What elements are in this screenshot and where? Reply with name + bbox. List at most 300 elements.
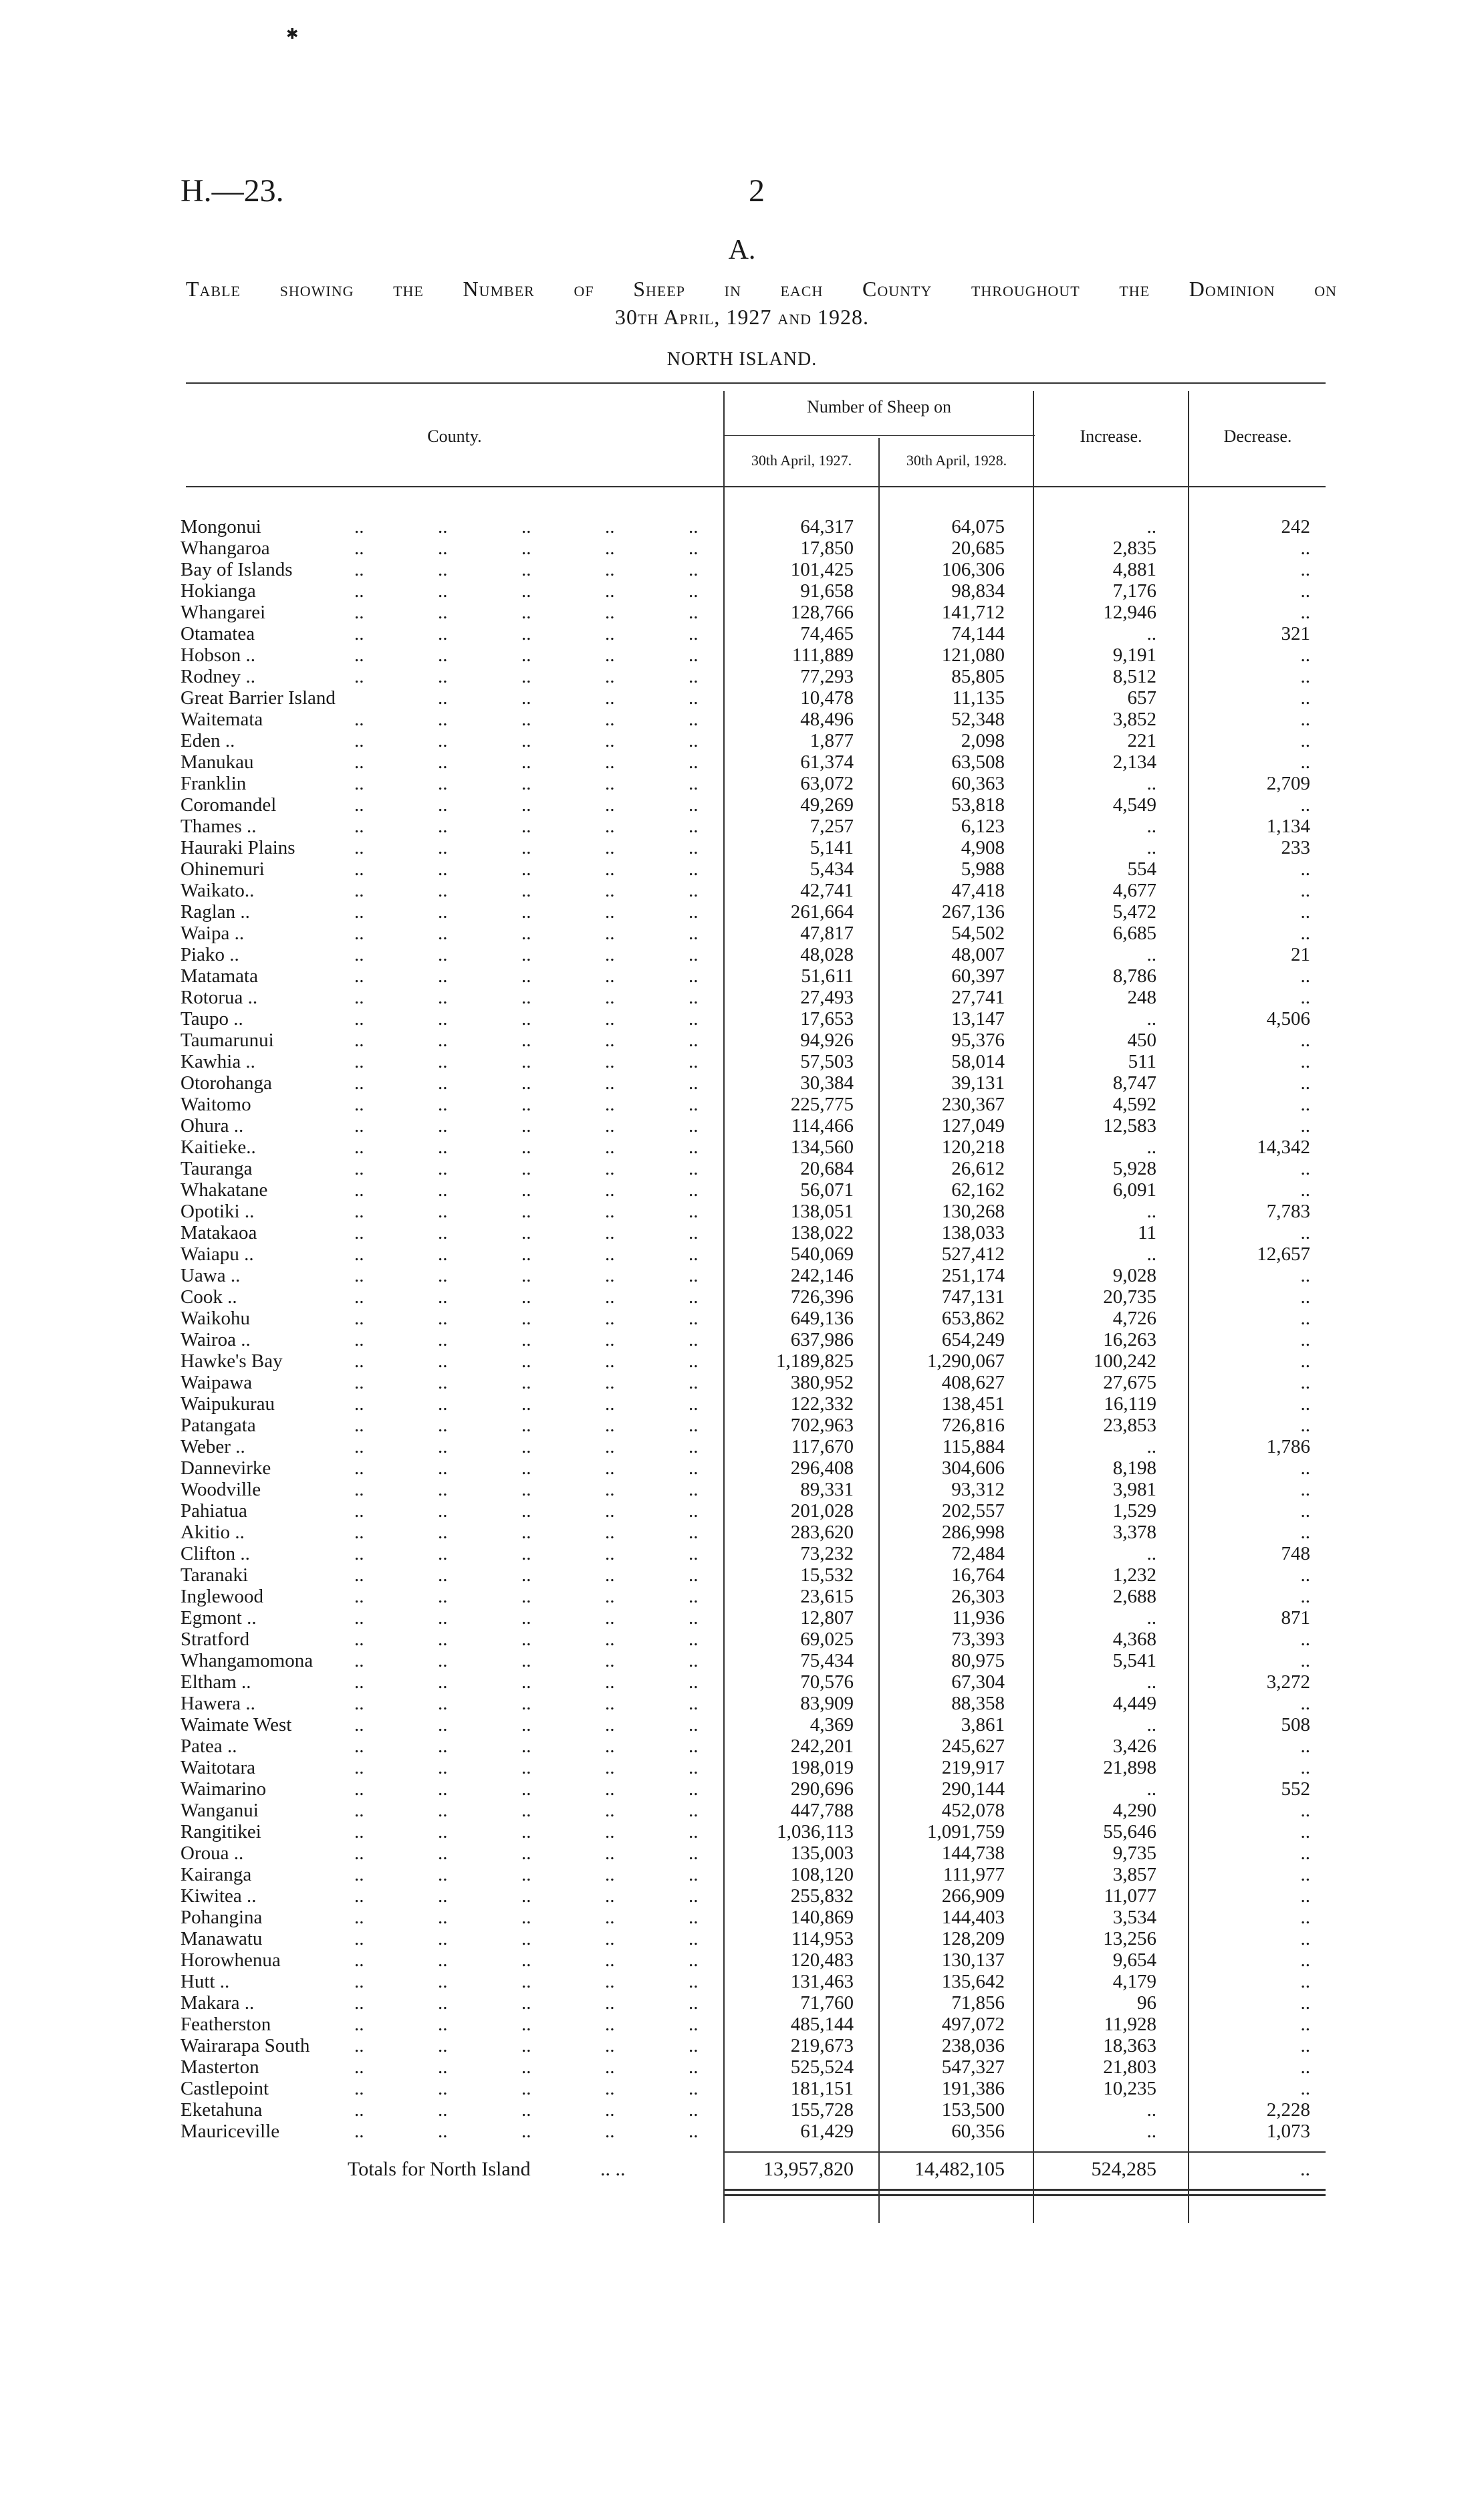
- table-row: [0, 1222, 1484, 1243]
- leader-dot: ..: [605, 1522, 615, 1543]
- leader-dot: ..: [605, 1372, 615, 1393]
- sheep-1928: 290,144: [941, 1778, 1005, 1800]
- county-name: Waikohu: [180, 1308, 250, 1329]
- county-name: Mauriceville: [180, 2121, 280, 2142]
- leader-dot: ..: [605, 1137, 615, 1158]
- table-row: [0, 2121, 1484, 2142]
- table-row: [0, 2014, 1484, 2035]
- table-row: [0, 1800, 1484, 1821]
- leader-dot: ..: [438, 1693, 448, 1714]
- leader-dot: ..: [521, 1286, 531, 1308]
- increase-value: 11,077: [1104, 1885, 1156, 1907]
- county-name: Raglan ..: [180, 901, 250, 923]
- sheep-1927: 485,144: [790, 2014, 854, 2035]
- leader-dot: ..: [689, 1137, 699, 1158]
- county-name: Castlepoint: [180, 2078, 269, 2099]
- decrease-value: ..: [1300, 751, 1310, 773]
- leader-dot: ..: [438, 1650, 448, 1671]
- county-name: Ohura ..: [180, 1115, 244, 1137]
- sheep-1927: 181,151: [790, 2078, 854, 2099]
- leader-dot: ..: [605, 1051, 615, 1072]
- leader-dot: ..: [605, 901, 615, 923]
- sheep-1927: 242,201: [790, 1736, 854, 1757]
- leader-dot: ..: [521, 1757, 531, 1778]
- leader-dot: ..: [521, 1564, 531, 1586]
- increase-value: 5,541: [1112, 1650, 1156, 1671]
- table-row: [0, 1607, 1484, 1629]
- sheep-1928: 74,144: [951, 623, 1005, 644]
- county-name: Whangaroa: [180, 538, 270, 559]
- sheep-1927: 23,615: [800, 1586, 854, 1607]
- sheep-1927: 702,963: [790, 1415, 854, 1436]
- leader-dot: ..: [521, 837, 531, 858]
- leader-dot: ..: [689, 1201, 699, 1222]
- leader-dot: ..: [605, 1115, 615, 1137]
- leader-dot: ..: [521, 901, 531, 923]
- sheep-1927: 540,069: [790, 1243, 854, 1265]
- leader-dot: ..: [354, 816, 364, 837]
- sheep-1928: 85,805: [951, 666, 1005, 687]
- leader-dot: ..: [438, 1308, 448, 1329]
- county-name: Waikato..: [180, 880, 255, 901]
- sheep-1928: 527,412: [941, 1243, 1005, 1265]
- leader-dot: ..: [689, 1522, 699, 1543]
- leader-dot: ..: [438, 1415, 448, 1436]
- leader-dot: ..: [605, 1949, 615, 1971]
- sheep-1927: 48,028: [800, 944, 854, 965]
- leader-dot: ..: [689, 816, 699, 837]
- county-name: Akitio ..: [180, 1522, 245, 1543]
- leader-dot: ..: [689, 901, 699, 923]
- table-row: [0, 1543, 1484, 1564]
- leader-dot: ..: [689, 1949, 699, 1971]
- increase-value: 4,881: [1112, 559, 1156, 580]
- decrease-value: ..: [1300, 1072, 1310, 1094]
- leader-dot: ..: [521, 1072, 531, 1094]
- increase-value: 9,654: [1112, 1949, 1156, 1971]
- sheep-1927: 63,072: [800, 773, 854, 794]
- county-name: Whangamomona: [180, 1650, 314, 1671]
- increase-value: ..: [1146, 2099, 1156, 2121]
- decrease-value: ..: [1300, 1393, 1310, 1415]
- increase-value: 1,232: [1112, 1564, 1156, 1586]
- leader-dot: ..: [521, 1907, 531, 1928]
- decrease-value: ..: [1300, 880, 1310, 901]
- leader-dot: ..: [438, 1564, 448, 1586]
- leader-dot: ..: [354, 1094, 364, 1115]
- leader-dot: ..: [521, 623, 531, 644]
- leader-dot: ..: [438, 1243, 448, 1265]
- leader-dot: ..: [521, 1650, 531, 1671]
- table-row: [0, 1350, 1484, 1372]
- leader-dot: ..: [521, 1949, 531, 1971]
- county-name: Coromandel: [180, 794, 277, 816]
- leader-dot: ..: [438, 1586, 448, 1607]
- leader-dot: ..: [689, 1243, 699, 1265]
- leader-dot: ..: [521, 751, 531, 773]
- county-name: Franklin: [180, 773, 247, 794]
- leader-dot: ..: [605, 1693, 615, 1714]
- leader-dot: ..: [605, 944, 615, 965]
- sheep-1927: 225,775: [790, 1094, 854, 1115]
- leader-dot: ..: [689, 1607, 699, 1629]
- leader-dot: ..: [605, 1457, 615, 1479]
- leader-dot: ..: [689, 2014, 699, 2035]
- leader-dot: ..: [354, 2035, 364, 2056]
- leader-dot: ..: [605, 1650, 615, 1671]
- leader-dot: ..: [605, 923, 615, 944]
- county-name: Taupo ..: [180, 1008, 243, 1030]
- leader-dot: ..: [689, 2099, 699, 2121]
- table-row: [0, 2056, 1484, 2078]
- leader-dot: ..: [354, 1072, 364, 1094]
- decrease-value: ..: [1300, 1928, 1310, 1949]
- leader-dot: ..: [605, 1030, 615, 1051]
- sheep-1927: 47,817: [800, 923, 854, 944]
- leader-dot: ..: [354, 1350, 364, 1372]
- leader-dot: ..: [605, 2099, 615, 2121]
- leader-dot: ..: [438, 1949, 448, 1971]
- leader-dot: ..: [521, 1457, 531, 1479]
- leader-dot: ..: [521, 1243, 531, 1265]
- sheep-1927: 120,483: [790, 1949, 854, 1971]
- leader-dot: ..: [689, 1736, 699, 1757]
- leader-dot: ..: [605, 1243, 615, 1265]
- decrease-value: ..: [1300, 1842, 1310, 1864]
- sheep-1928: 60,397: [951, 965, 1005, 987]
- leader-dot: ..: [354, 751, 364, 773]
- county-name: Tauranga: [180, 1158, 253, 1179]
- leader-dot: ..: [438, 2099, 448, 2121]
- leader-dot: ..: [605, 644, 615, 666]
- leader-dot: ..: [354, 1543, 364, 1564]
- leader-dot: ..: [354, 1243, 364, 1265]
- county-name: Waitotara: [180, 1757, 255, 1778]
- table-row: [0, 1671, 1484, 1693]
- leader-dot: ..: [605, 2014, 615, 2035]
- table-row: [0, 559, 1484, 580]
- sheep-1928: 26,612: [951, 1158, 1005, 1179]
- leader-dot: ..: [521, 1115, 531, 1137]
- leader-dot: ..: [354, 1928, 364, 1949]
- county-name: Piako ..: [180, 944, 239, 965]
- sheep-1928: 153,500: [941, 2099, 1005, 2121]
- leader-dot: ..: [521, 1329, 531, 1350]
- totals-row: [0, 2158, 1484, 2181]
- leader-dot: ..: [354, 2056, 364, 2078]
- leader-dot: ..: [521, 666, 531, 687]
- county-name: Makara ..: [180, 1992, 255, 2014]
- leader-dot: ..: [605, 1436, 615, 1457]
- county-name: Mongonui: [180, 516, 261, 538]
- decrease-value: ..: [1300, 1115, 1310, 1137]
- increase-value: 16,119: [1104, 1393, 1156, 1415]
- leader-dot: ..: [354, 1436, 364, 1457]
- sheep-1927: 51,611: [801, 965, 854, 987]
- leader-dot: ..: [438, 816, 448, 837]
- increase-value: 4,449: [1112, 1693, 1156, 1714]
- leader-dot: ..: [354, 1949, 364, 1971]
- decrease-value: ..: [1300, 1265, 1310, 1286]
- decrease-value: ..: [1300, 1736, 1310, 1757]
- decrease-value: 21: [1291, 944, 1310, 965]
- leader-dot: ..: [605, 1757, 615, 1778]
- sheep-1927: 128,766: [790, 602, 854, 623]
- leader-dot: ..: [438, 773, 448, 794]
- leader-dot: ..: [438, 2014, 448, 2035]
- county-name: Cook ..: [180, 1286, 237, 1308]
- increase-value: ..: [1146, 1543, 1156, 1564]
- table-row: [0, 1051, 1484, 1072]
- sheep-1927: 255,832: [790, 1885, 854, 1907]
- leader-dot: ..: [438, 1864, 448, 1885]
- table-row: [0, 1928, 1484, 1949]
- increase-value: 3,857: [1112, 1864, 1156, 1885]
- county-name: Taranaki: [180, 1564, 249, 1586]
- table-row: [0, 1137, 1484, 1158]
- increase-value: ..: [1146, 1008, 1156, 1030]
- decrease-value: ..: [1300, 2078, 1310, 2099]
- sheep-1928: 98,834: [951, 580, 1005, 602]
- increase-value: ..: [1146, 816, 1156, 837]
- leader-dot: ..: [605, 816, 615, 837]
- leader-dot: ..: [689, 1992, 699, 2014]
- decrease-value: 4,506: [1266, 1008, 1310, 1030]
- county-name: Kiwitea ..: [180, 1885, 257, 1907]
- leader-dot: ..: [605, 1992, 615, 2014]
- table-row: [0, 1094, 1484, 1115]
- leader-dot: ..: [605, 1821, 615, 1842]
- sheep-1928: 111,977: [943, 1864, 1005, 1885]
- leader-dot: ..: [605, 1928, 615, 1949]
- increase-value: 3,852: [1112, 709, 1156, 730]
- leader-dot: ..: [689, 1222, 699, 1243]
- leader-dot: ..: [689, 1928, 699, 1949]
- increase-value: 7,176: [1112, 580, 1156, 602]
- sheep-1928: 16,764: [951, 1564, 1005, 1586]
- leader-dot: ..: [438, 559, 448, 580]
- county-name: Waimarino: [180, 1778, 267, 1800]
- leader-dot: ..: [438, 1885, 448, 1907]
- sheep-1928: 135,642: [941, 1971, 1005, 1992]
- totals-label: Totals for North Island: [348, 2158, 531, 2180]
- increase-value: 23,853: [1103, 1415, 1156, 1436]
- county-name: Taumarunui: [180, 1030, 274, 1051]
- leader-dot: ..: [438, 1286, 448, 1308]
- leader-dot: ..: [605, 666, 615, 687]
- county-name: Waiapu ..: [180, 1243, 254, 1265]
- decrease-value: ..: [1300, 666, 1310, 687]
- table-row: [0, 1778, 1484, 1800]
- table-row: [0, 538, 1484, 559]
- leader-dot: ..: [354, 709, 364, 730]
- table-row: [0, 1650, 1484, 1671]
- sheep-1927: 134,560: [790, 1137, 854, 1158]
- leader-dot: ..: [689, 1864, 699, 1885]
- leader-dot: ..: [521, 1629, 531, 1650]
- table-row: [0, 1436, 1484, 1457]
- leader-dot: ..: [521, 987, 531, 1008]
- decrease-value: ..: [1300, 1586, 1310, 1607]
- county-name: Hauraki Plains: [180, 837, 295, 858]
- leader-dot: ..: [689, 858, 699, 880]
- sheep-1927: 57,503: [800, 1051, 854, 1072]
- county-name: Hobson ..: [180, 644, 255, 666]
- sheep-1928: 67,304: [951, 1671, 1005, 1693]
- table-row: [0, 1265, 1484, 1286]
- increase-value: ..: [1146, 944, 1156, 965]
- totals-1927: 13,957,820: [763, 2158, 854, 2180]
- leader-dot: ..: [354, 1372, 364, 1393]
- leader-dot: ..: [605, 538, 615, 559]
- leader-dot: ..: [354, 1864, 364, 1885]
- increase-value: 2,835: [1112, 538, 1156, 559]
- sheep-1927: 1,036,113: [777, 1821, 854, 1842]
- increase-value: 11,928: [1104, 2014, 1156, 2035]
- sheep-1927: 447,788: [790, 1800, 854, 1821]
- sheep-1927: 75,434: [800, 1650, 854, 1671]
- sheep-1927: 77,293: [800, 666, 854, 687]
- leader-dot: ..: [521, 1415, 531, 1436]
- table-row: [0, 623, 1484, 644]
- leader-dot: ..: [689, 1564, 699, 1586]
- leader-dot: ..: [521, 538, 531, 559]
- sheep-1928: 304,606: [941, 1457, 1005, 1479]
- leader-dot: ..: [438, 602, 448, 623]
- county-name: Whakatane: [180, 1179, 268, 1201]
- sheep-1928: 93,312: [951, 1479, 1005, 1500]
- county-name: Ohinemuri: [180, 858, 265, 880]
- leader-dot: ..: [605, 1008, 615, 1030]
- increase-value: 248: [1127, 987, 1156, 1008]
- leader-dot: ..: [689, 1308, 699, 1329]
- sheep-1928: 11,936: [952, 1607, 1005, 1629]
- leader-dot: ..: [605, 1072, 615, 1094]
- leader-dot: ..: [521, 559, 531, 580]
- leader-dot: ..: [354, 1457, 364, 1479]
- leader-dot: ..: [605, 559, 615, 580]
- leader-dot: ..: [521, 773, 531, 794]
- leader-dot: ..: [354, 923, 364, 944]
- increase-value: 3,981: [1112, 1479, 1156, 1500]
- increase-value: 3,378: [1112, 1522, 1156, 1543]
- sheep-1928: 130,268: [941, 1201, 1005, 1222]
- leader-dot: ..: [438, 516, 448, 538]
- sheep-1927: 61,429: [800, 2121, 854, 2142]
- table-row: [0, 880, 1484, 901]
- sheep-1927: 64,317: [800, 516, 854, 538]
- leader-dot: ..: [689, 1393, 699, 1415]
- leader-dot: ..: [689, 538, 699, 559]
- decrease-value: ..: [1300, 602, 1310, 623]
- increase-value: 21,898: [1103, 1757, 1156, 1778]
- decrease-value: ..: [1300, 987, 1310, 1008]
- leader-dot: ..: [438, 1094, 448, 1115]
- leader-dot: ..: [354, 901, 364, 923]
- leader-dot: ..: [438, 965, 448, 987]
- leader-dot: ..: [438, 1500, 448, 1522]
- table-row: [0, 709, 1484, 730]
- leader-dot: ..: [689, 1436, 699, 1457]
- leader-dot: ..: [438, 538, 448, 559]
- header-bottom-rule: [186, 486, 1326, 487]
- county-name: Waitemata: [180, 709, 263, 730]
- leader-dot: ..: [354, 1714, 364, 1736]
- leader-dot: ..: [605, 1885, 615, 1907]
- sheep-1928: 202,557: [941, 1500, 1005, 1522]
- leader-dot: ..: [689, 1671, 699, 1693]
- table-row: [0, 1393, 1484, 1415]
- leader-dot: ..: [354, 1736, 364, 1757]
- leader-dot: ..: [354, 666, 364, 687]
- increase-value: 16,263: [1103, 1329, 1156, 1350]
- sheep-1927: 283,620: [790, 1522, 854, 1543]
- table-row: [0, 1072, 1484, 1094]
- leader-dot: ..: [605, 1415, 615, 1436]
- decrease-value: ..: [1300, 687, 1310, 709]
- sheep-1928: 144,403: [941, 1907, 1005, 1928]
- leader-dot: ..: [605, 1564, 615, 1586]
- leader-dot: ..: [689, 1650, 699, 1671]
- leader-dot: ..: [689, 880, 699, 901]
- leader-dot: ..: [521, 1222, 531, 1243]
- sheep-1927: 83,909: [800, 1693, 854, 1714]
- leader-dot: ..: [689, 1971, 699, 1992]
- leader-dot: ..: [605, 1714, 615, 1736]
- table-row: [0, 1479, 1484, 1500]
- county-name: Stratford: [180, 1629, 250, 1650]
- sheep-1927: 5,434: [810, 858, 854, 880]
- sheep-1928: 48,007: [951, 944, 1005, 965]
- leader-dot: ..: [521, 2121, 531, 2142]
- leader-dot: ..: [605, 2035, 615, 2056]
- leader-dot: ..: [521, 1928, 531, 1949]
- leader-dot: ..: [605, 623, 615, 644]
- decrease-value: ..: [1300, 580, 1310, 602]
- sheep-1928: 452,078: [941, 1800, 1005, 1821]
- county-name: Otamatea: [180, 623, 255, 644]
- leader-dot: ..: [605, 1201, 615, 1222]
- leader-dot: ..: [438, 1372, 448, 1393]
- leader-dot: ..: [438, 1457, 448, 1479]
- sheep-1928: 115,884: [942, 1436, 1005, 1457]
- leader-dot: ..: [521, 1693, 531, 1714]
- increase-value: 8,198: [1112, 1457, 1156, 1479]
- leader-dot: ..: [689, 1457, 699, 1479]
- leader-dot: ..: [689, 1329, 699, 1350]
- sheep-1928: 130,137: [941, 1949, 1005, 1971]
- sheep-1927: 138,051: [790, 1201, 854, 1222]
- sheep-1928: 138,033: [941, 1222, 1005, 1243]
- leader-dot: ..: [354, 1607, 364, 1629]
- decrease-value: ..: [1300, 1158, 1310, 1179]
- leader-dot: ..: [354, 516, 364, 538]
- leader-dot: ..: [605, 858, 615, 880]
- increase-value: 21,803: [1103, 2056, 1156, 2078]
- leader-dot: ..: [689, 1286, 699, 1308]
- leader-dot: ..: [438, 880, 448, 901]
- sheep-1928: 13,147: [951, 1008, 1005, 1030]
- county-name: Pahiatua: [180, 1500, 247, 1522]
- leader-dot: ..: [605, 1222, 615, 1243]
- decrease-value: ..: [1300, 1650, 1310, 1671]
- sheep-1927: 42,741: [800, 880, 854, 901]
- leader-dot: ..: [354, 1971, 364, 1992]
- leader-dot: ..: [438, 1928, 448, 1949]
- leader-dot: ..: [605, 709, 615, 730]
- sheep-1928: 128,209: [941, 1928, 1005, 1949]
- table-row: [0, 1714, 1484, 1736]
